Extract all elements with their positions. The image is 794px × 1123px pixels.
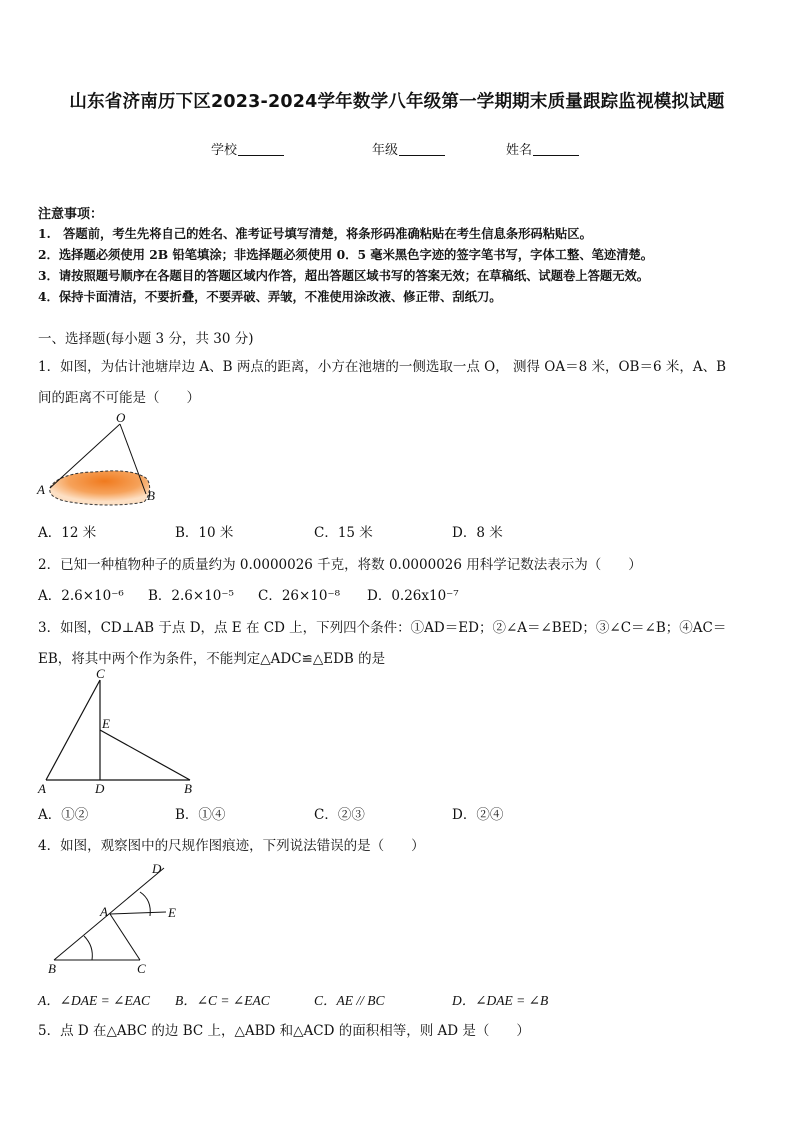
name-field [506,139,579,158]
grade-blank [399,142,445,156]
q2-option-b[interactable]: B．2.6×10⁻⁵ [148,588,234,604]
q4-option-a[interactable]: A．∠DAE = ∠EAC [38,993,150,1008]
q1-option-c[interactable]: C．15 米 [314,525,373,541]
school-label: 学校 [211,143,238,158]
q1-pond-figure [34,410,174,510]
q1-option-d[interactable]: D．8 米 [452,525,503,541]
label-b: B [48,961,56,976]
page-title: 山东省济南历下区2023-2024学年数学八年级第一学期期末质量跟踪监视模拟试题 [69,92,725,112]
label-a: A [100,904,108,919]
q4-option-d[interactable]: D．∠DAE = ∠B [452,993,549,1008]
q4-option-b[interactable]: B．∠C = ∠EAC [175,993,270,1008]
notice-item-1: 1. 答题前，考生先将自己的姓名、准考证号填写清楚，将条形码准确粘贴在考生信息条形码粘贴区。 [38,226,592,241]
q3-stem-line1: 3．如图，CD⊥AB 于点 D，点 E 在 CD 上，下列四个条件：①AD＝ED；②∠A＝∠BED；③∠C＝∠B；④AC＝ [38,620,727,636]
q3-option-c[interactable]: C．②③ [314,807,365,823]
label-a: A [37,482,45,497]
notice-item-2: 2．选择题必须使用 2B 铅笔填涂；非选择题必须使用 0．5 毫米黑色字迹的签字笔书写，字体工整、笔迹清楚。 [38,247,654,262]
grade-field [372,139,445,158]
q3-stem-line2: EB，将其中两个作为条件，不能判定△ADC≌△EDB 的是 [38,651,386,667]
arc-angle-b [84,936,92,960]
label-e: E [168,905,176,920]
q4-stem: 4．如图，观察图中的尺规作图痕迹，下列说法错误的是（ ） [38,838,425,854]
q3-option-b[interactable]: B．①④ [175,807,226,823]
q1-stem-line1: 1．如图，为估计池塘岸边 A、B 两点的距离，小方在池塘的一侧选取一点 O， 测得 OA＝8 米，OB＝6 米，A、B [38,359,727,375]
segment-eb [100,730,190,780]
notice-heading: 注意事项： [38,207,104,222]
q1-option-b[interactable]: B．10 米 [175,525,234,541]
q1-option-a[interactable]: A．12 米 [38,525,97,541]
label-c: C [96,666,105,681]
name-label: 姓名 [506,143,533,158]
grade-label: 年级 [372,143,399,158]
q4-construction-figure [40,856,200,978]
label-e: E [102,716,110,731]
segment-ac [46,680,100,780]
notice-item-4: 4．保持卡面清洁，不要折叠，不要弄破、弄皱，不准使用涂改液、修正带、刮纸刀。 [38,289,502,304]
pond-shape [50,471,150,505]
notice-item-3: 3．请按照题号顺序在各题目的答题区域内作答，超出答题区域书写的答案无效；在草稿纸、试题卷上答题无效。 [38,268,650,283]
segment-ac [110,914,140,960]
q3-triangle-figure [34,666,204,796]
ray-ae [110,912,166,914]
school-blank [238,142,284,156]
q4-option-c[interactable]: C．AE // BC [314,993,385,1008]
label-d: D [95,781,105,796]
q2-stem: 2．已知一种植物种子的质量约为 0.0000026 千克，将数 0.0000026 用科学记数法表示为（ ） [38,557,642,573]
name-blank [533,142,579,156]
q1-stem-line2: 间的距离不可能是（ ） [38,390,200,406]
q2-option-c[interactable]: C．26×10⁻⁸ [258,588,341,604]
label-c: C [137,961,146,976]
q2-option-d[interactable]: D．0.26x10⁻⁷ [367,588,459,604]
label-a: A [38,781,46,796]
section-heading: 一、选择题(每小题 3 分，共 30 分) [38,331,254,347]
label-o: O [116,410,126,425]
label-d: D [152,861,162,876]
q2-option-a[interactable]: A．2.6×10⁻⁶ [38,588,124,604]
q3-option-d[interactable]: D．②④ [452,807,504,823]
label-b: B [184,781,192,796]
q3-option-a[interactable]: A．①② [38,807,89,823]
ray-bd [54,868,164,960]
q5-stem: 5．点 D 在△ABC 的边 BC 上，△ABD 和△ACD 的面积相等，则 AD 是（ ） [38,1023,530,1039]
label-b: B [147,488,155,503]
school-field [211,139,284,158]
